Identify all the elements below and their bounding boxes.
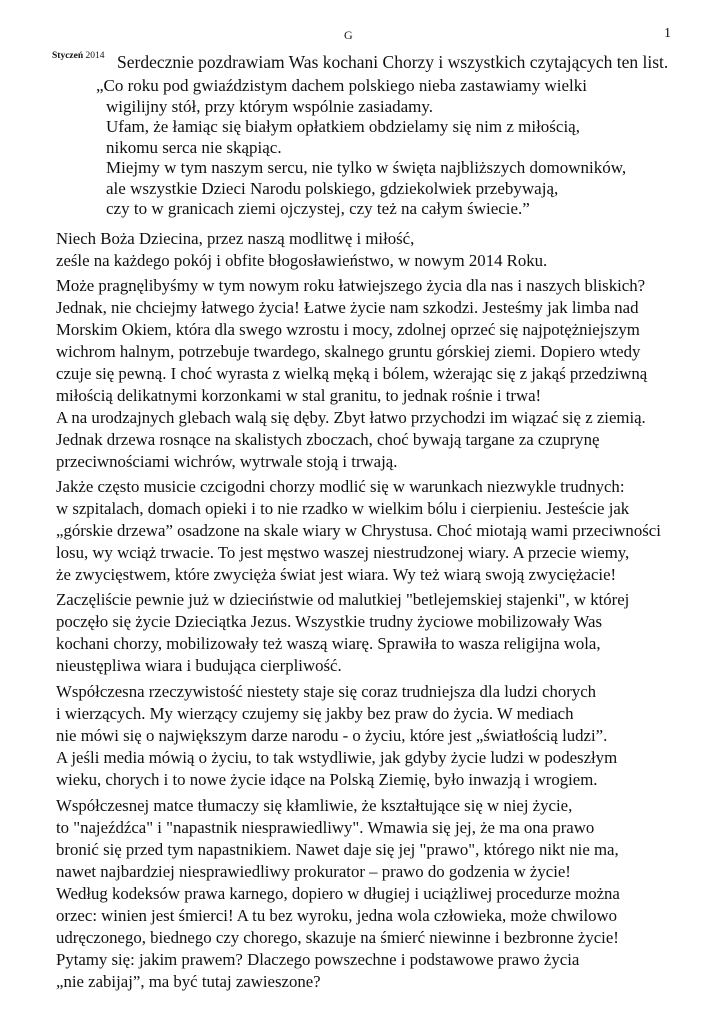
paragraph-line: Współczesnej matce tłumaczy się kłamliwie, że kształtujące się w niej życie, [56,796,573,815]
paragraph-modern-reality [56,681,617,791]
paragraph-line: kochani chorzy, mobilizowały też waszą wiarę. Sprawiła to wasza religijna wola, [56,634,601,653]
christmas-quote [96,76,626,220]
blessing-line: ześle na każdego pokój i obfite błogosławieństwo, w nowym 2014 Roku. [56,251,548,270]
paragraph-line: „nie zabijaj”, ma być tutaj zawieszone? [56,972,321,991]
blessing [56,228,547,272]
paragraph-easy-life [56,275,647,473]
paragraph-mountain-trees [56,476,661,586]
paragraph-line: wieku, chorych i to nowe życie idące na Polską Ziemię, było inwazją i wrogiem. [56,770,598,789]
date-month: Styczeń [52,51,84,61]
paragraph-line: A na urodzajnych glebach walą się dęby. Zbyt łatwo przychodzi im wiązać się z ziemią. [56,408,646,427]
paragraph-line: bronić się przed tym napastnikiem. Nawet daje się jej "prawo", którego nikt nie ma, [56,840,619,859]
paragraph-line: Pytamy się: jakim prawem? Dlaczego powszechne i podstawowe prawo życia [56,950,580,969]
paragraph-line: wichrom halnym, potrzebuje twardego, skalnego gruntu górskiej ziemi. Dopiero wtedy [56,342,641,361]
date-year: 2014 [85,51,105,61]
greeting: Serdecznie pozdrawiam Was kochani Chorzy i wszystkich czytających ten list. [117,52,669,72]
paragraph-line: losu, wy wciąż trwacie. To jest męstwo waszej niestrudzonej wiary. A przecie wiemy, [56,543,630,562]
paragraph-line: nieustępliwa wiara i budująca cierpliwość. [56,656,342,675]
paragraph-line: Może pragnęlibyśmy w tym nowym roku łatwiejszego życia dla nas i naszych bliskich? [56,276,646,295]
date-label [52,51,105,61]
paragraph-line: „górskie drzewa” osadzone na skale wiary w Chrystusa. Choć miotają wami przeciwności [56,521,661,540]
blessing-line: Niech Boża Dziecina, przez naszą modlitwę i miłość, [56,229,415,248]
paragraph-line: że zwycięstwem, które zwycięża świat jest wiara. Wy też wiarą swoją zwyciężacie! [56,565,617,584]
paragraph-line: Jednak, nie chciejmy łatwego życia! Łatwe życie nam szkodzi. Jesteśmy jak limba nad [56,298,639,317]
page-number: 1 [664,26,671,41]
paragraph-line: nie mówi się o największym darze narodu - o życiu, które jest „światłością ludzi”. [56,726,608,745]
paragraph-line: Według kodeksów prawa karnego, dopiero w długiej i uciążliwej procedurze można [56,884,620,903]
paragraph-line: miłością delikatnymi korzonkami w stal granitu, to jednak rośnie i trwa! [56,386,542,405]
quote-line: Miejmy w tym naszym sercu, nie tylko w święta najbliższych domowników, [106,158,627,177]
quote-line: czy to w granicach ziemi ojczystej, czy też na całym świecie.” [106,199,530,218]
paragraph-line: Zaczęliście pewnie już w dzieciństwie od malutkiej "betlejemskiej stajenki", w której [56,590,630,609]
header-letter: G [344,28,353,42]
paragraph-line: A jeśli media mówią o życiu, to tak wstydliwie, jak gdyby życie ludzi w podeszłym [56,748,618,767]
paragraph-line: przeciwnościami wichrów, wytrwale stoją i trwają. [56,452,398,471]
paragraph-line: udręczonego, biednego czy chorego, skazuje na śmierć niewinne i bezbronne życie! [56,928,619,947]
quote-line: ale wszystkie Dzieci Narodu polskiego, gdziekolwiek przebywają, [106,178,559,198]
paragraph-line: nawet najbardziej niesprawiedliwy prokurator – prawo do godzenia w życie! [56,862,571,881]
paragraph-line: poczęło się życie Dzieciątka Jezus. Wszystkie trudny życiowe mobilizowały Was [56,612,603,631]
paragraph-line: Morskim Okiem, która dla swego wzrostu i mocy, zdolnej oprzeć się najpotężniejszym [56,320,640,339]
quote-line: nikomu serca nie skąpiąc. [106,137,282,157]
paragraph-line: czuje się pewną. I choć wyrasta z wielką męką i bólem, wżerając się z jakąś przedziwną [56,364,648,383]
paragraph-childhood-faith [56,589,629,677]
paragraph-line: orzec: winien jest śmierci! A tu bez wyroku, jedna wola człowieka, może chwilowo [56,906,618,925]
paragraph-line: to "najeźdźca" i "napastnik niesprawiedliwy". Wmawia się jej, że ma ona prawo [56,818,595,837]
quote-line: „Co roku pod gwiaździstym dachem polskiego nieba zastawiamy wielki [96,76,587,95]
paragraph-line: Jakże często musicie czcigodni chorzy modlić się w warunkach niezwykle trudnych: [56,477,625,496]
paragraph-line: i wierzących. My wierzący czujemy się jakby bez praw do życia. W mediach [56,704,574,723]
paragraph-line: Jednak drzewa rosnące na skalistych zboczach, choć bywają targane za czuprynę [56,430,600,449]
paragraph-line: Współczesna rzeczywistość niestety staje się coraz trudniejsza dla ludzi chorych [56,682,597,701]
quote-line: wigilijny stół, przy którym wspólnie zasiadamy. [106,96,434,116]
paragraph-right-to-life [56,795,620,993]
paragraph-line: w szpitalach, domach opieki i to nie rzadko w wielkim bólu i cierpieniu. Jesteście jak [56,499,630,518]
quote-line: Ufam, że łamiąc się białym opłatkiem obdzielamy się nim z miłością, [106,117,580,136]
